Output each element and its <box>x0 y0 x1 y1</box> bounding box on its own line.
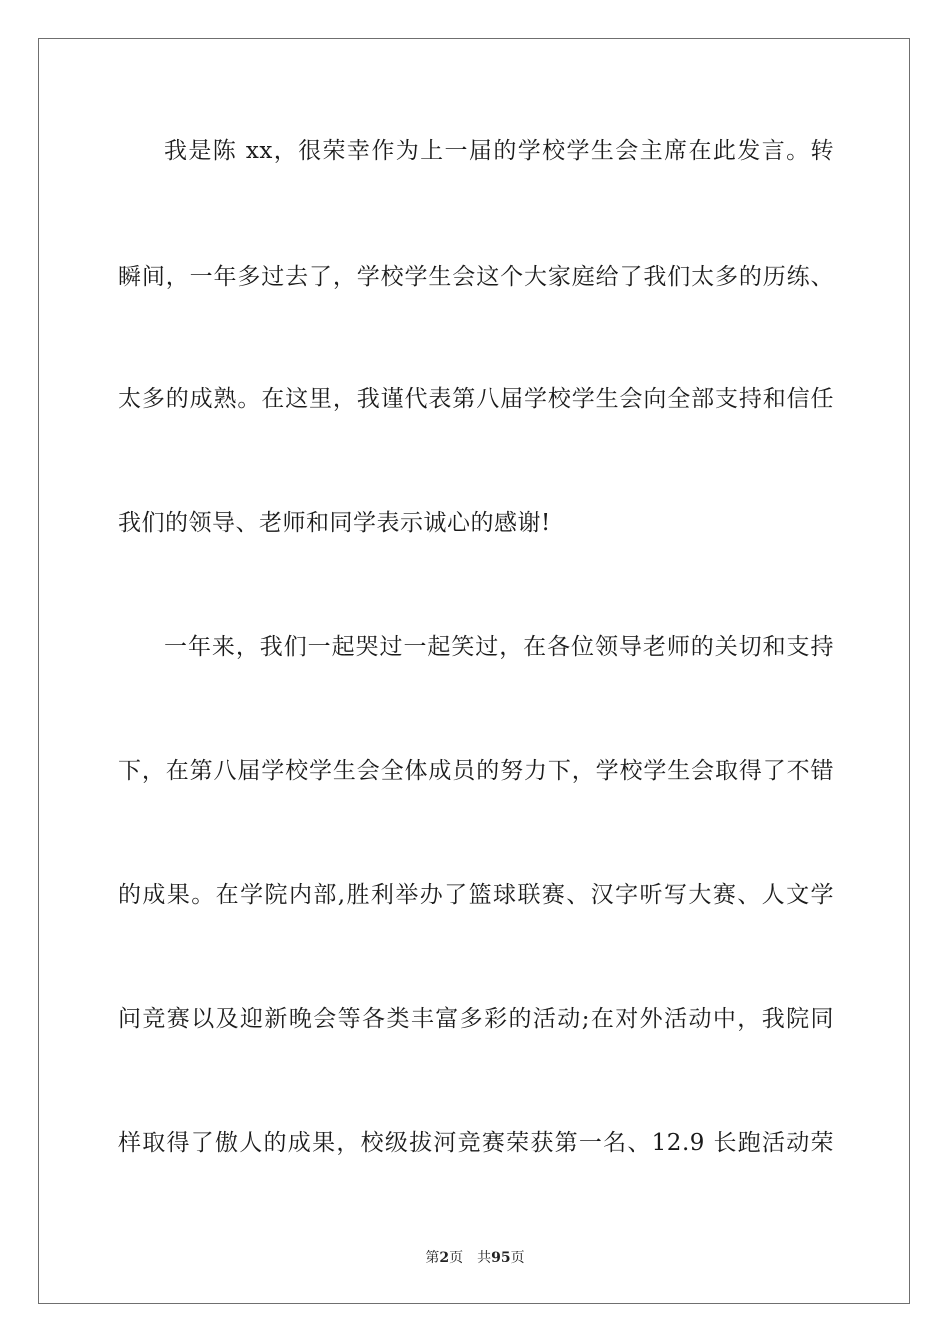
page-border <box>38 38 910 1304</box>
page-number: 2 <box>439 1250 450 1266</box>
text-line: 一年来，我们一起哭过一起笑过，在各位领导老师的关切和支持 <box>164 634 834 660</box>
page-footer <box>0 1249 950 1267</box>
text-line: 样取得了傲人的成果，校级拔河竞赛荣获第一名、12.9 长跑活动荣 <box>118 1130 834 1156</box>
text-line: 下，在第八届学校学生会全体成员的努力下，学校学生会取得了不错 <box>118 758 834 784</box>
text-line: 太多的成熟。在这里，我谨代表第八届学校学生会向全部支持和信任 <box>118 386 834 412</box>
total-pages: 95 <box>491 1250 511 1266</box>
text-line: 我们的领导、老师和同学表示诚心的感谢! <box>118 510 551 536</box>
page-suffix: 页 <box>449 1250 464 1266</box>
total-suffix: 页 <box>510 1250 525 1266</box>
text-line: 瞬间，一年多过去了，学校学生会这个大家庭给了我们太多的历练、 <box>118 264 834 290</box>
text-line: 我是陈 xx，很荣幸作为上一届的学校学生会主席在此发言。转 <box>164 138 834 164</box>
text-line: 问竞赛以及迎新晚会等各类丰富多彩的活动;在对外活动中，我院同 <box>118 1006 834 1032</box>
total-prefix: 共 <box>477 1250 492 1266</box>
page-prefix: 第 <box>425 1250 440 1266</box>
text-line: 的成果。在学院内部,胜利举办了篮球联赛、汉字听写大赛、人文学 <box>118 882 834 908</box>
